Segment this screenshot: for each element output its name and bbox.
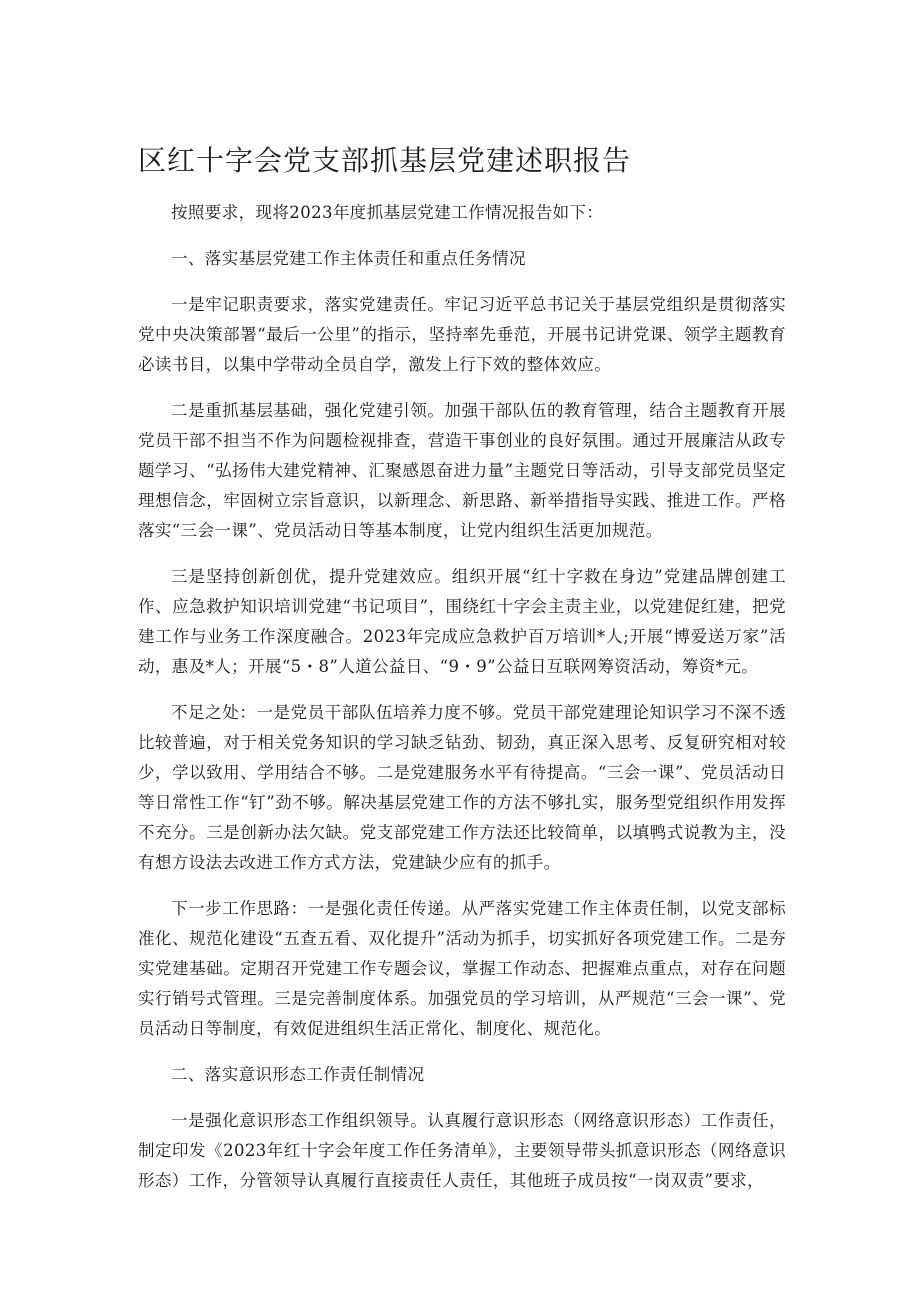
document-body	[138, 198, 786, 1212]
intro-paragraph: 按照要求，现将2023年度抓基层党建工作情况报告如下：	[171, 203, 604, 222]
paragraph-grassroots: 二是重抓基层基础，强化党建引领。加强干部队伍的教育管理，结合主题教育开展党员干部不担当不作为问题检视排查，营造干事创业的良好氛围。通过开展廉洁从政专题学习、“弘扬伟大建党精神、汇聚感恩奋进力量”主题党日等活动，引导支部党员坚定理想信念，牢固树立宗旨意识，以新理念、新思路、新举措指导实践、推进工作。严格落实“三会一课”、党员活动日等基本制度，让党内组织生活更加规范。	[138, 401, 786, 540]
document-title: 区红十字会党支部抓基层党建述职报告	[138, 144, 632, 177]
paragraph-innovation: 三是坚持创新创优，提升党建效应。组织开展“红十字救在身边”党建品牌创建工作、应急救护知识培训党建“书记项目”，围绕红十字会主责主业，以党建促红建，把党建工作与业务工作深度融合。2023年完成应急救护百万培训*人;开展“博爱送万家”活动，惠及*人；开展“5・8”人道公益日、“9・9”公益日互联网筹资活动，筹资*元。	[138, 567, 786, 676]
paragraph-ideology: 一是强化意识形态工作组织领导。认真履行意识形态（网络意识形态）工作责任，制定印发《2023年红十字会年度工作任务清单》，主要领导带头抓意识形态（网络意识形态）工作，分管领导认真履行直接责任人责任，其他班子成员按“一岗双责”要求，	[138, 1111, 786, 1190]
section-heading-1: 一、落实基层党建工作主体责任和重点任务情况	[171, 249, 526, 268]
paragraph-next-steps: 下一步工作思路：一是强化责任传递。从严落实党建工作主体责任制，以党支部标准化、规范化建设“五查五看、双化提升”活动为抓手，切实抓好各项党建工作。二是夯实党建基础。定期召开党建工作专题会议，掌握工作动态、把握难点重点，对存在问题实行销号式管理。三是完善制度体系。加强党员的学习培训，从严规范“三会一课”、党员活动日等制度，有效促进组织生活正常化、制度化、规范化。	[138, 899, 786, 1038]
section-heading-2: 二、落实意识形态工作责任制情况	[171, 1065, 425, 1084]
paragraph-shortcomings: 不足之处：一是党员干部队伍培养力度不够。党员干部党建理论知识学习不深不透比较普遍，对于相关党务知识的学习缺乏钻劲、韧劲，真正深入思考、反复研究相对较少，学以致用、学用结合不够。二是党建服务水平有待提高。“三会一课”、党员活动日等日常性工作“钉”劲不够。解决基层党建工作的方法不够扎实，服务型党组织作用发挥不充分。三是创新办法欠缺。党支部党建工作方法还比较简单，以填鸭式说教为主，没有想方设法去改进工作方式方法，党建缺少应有的抓手。	[138, 703, 786, 872]
paragraph-responsibility: 一是牢记职责要求，落实党建责任。牢记习近平总书记关于基层党组织是贯彻落实党中央决策部署“最后一公里”的指示，坚持率先垂范，开展书记讲党课、领学主题教育必读书目，以集中学带动全员自学，激发上行下效的整体效应。	[138, 295, 786, 374]
